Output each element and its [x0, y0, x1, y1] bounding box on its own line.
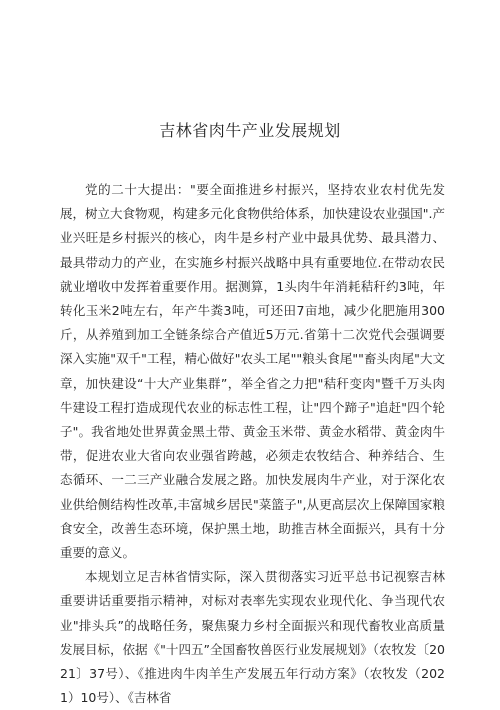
body-paragraph: 本规划立足吉林省情实际，深入贯彻落实习近平总书记视察吉林重要讲话重要指示精神，对标对表率先实现农业现代化、争当现代农业"排头兵”的战略任务，聚焦聚力乡村全面振兴和现代畜牧业高质量发展目标，依据《"十四五”全国畜牧兽医行业发展规划》（农牧发〔2021〕37号）、《推进肉牛肉羊生产发展五年行动方案》（农牧发（2021）10号）、《吉林省	[60, 569, 445, 706]
document-title: 吉林省肉牛产业发展规划	[159, 121, 341, 140]
body-paragraph: 党的二十大提出："要全面推进乡村振兴，坚持农业农村优先发展，树立大食物观，构建多元化食物供给体系，加快建设农业强国".产业兴旺是乡村振兴的核心，肉牛是乡村产业中最具优势、最具潜力、最具带动力的产业，在实施乡村振兴战略中具有重要地位.在带动农民就业增收中发挥着重要作用。据测算，1头肉牛年消耗秸秆约3吨，年转化玉米2吨左右，年产牛粪3吨，可还田7亩地，减少化肥施用300斤，从养殖到加工全链条综合产值近5万元.省第十二次党代会强调要深入实施"双千"工程，精心做好"农头工尾""粮头食尾""畜头肉尾"大文章，加快建设“十大产业集群”，举全省之力把"秸秆变肉"暨千万头肉牛建设工程打造成现代农业的标志性工程，让"四个蹄子"追赶"四个轮子"。我省地处世界黄金黑土带、黄金玉米带、黄金水稻带、黄金肉牛带，促进农业大省向农业强省跨越，必须走农牧结合、种养结合、生态循环、一二三产业融合发展之路。加快发展肉牛产业，对于深化农业供给侧结构性改革,丰富城乡居民"菜篮子",从更高层次上保障国家粮食安全，改善生态环境，保护黑土地，助推吉林全面振兴，具有十分重要的意义。	[60, 182, 445, 561]
document-body	[60, 178, 445, 710]
